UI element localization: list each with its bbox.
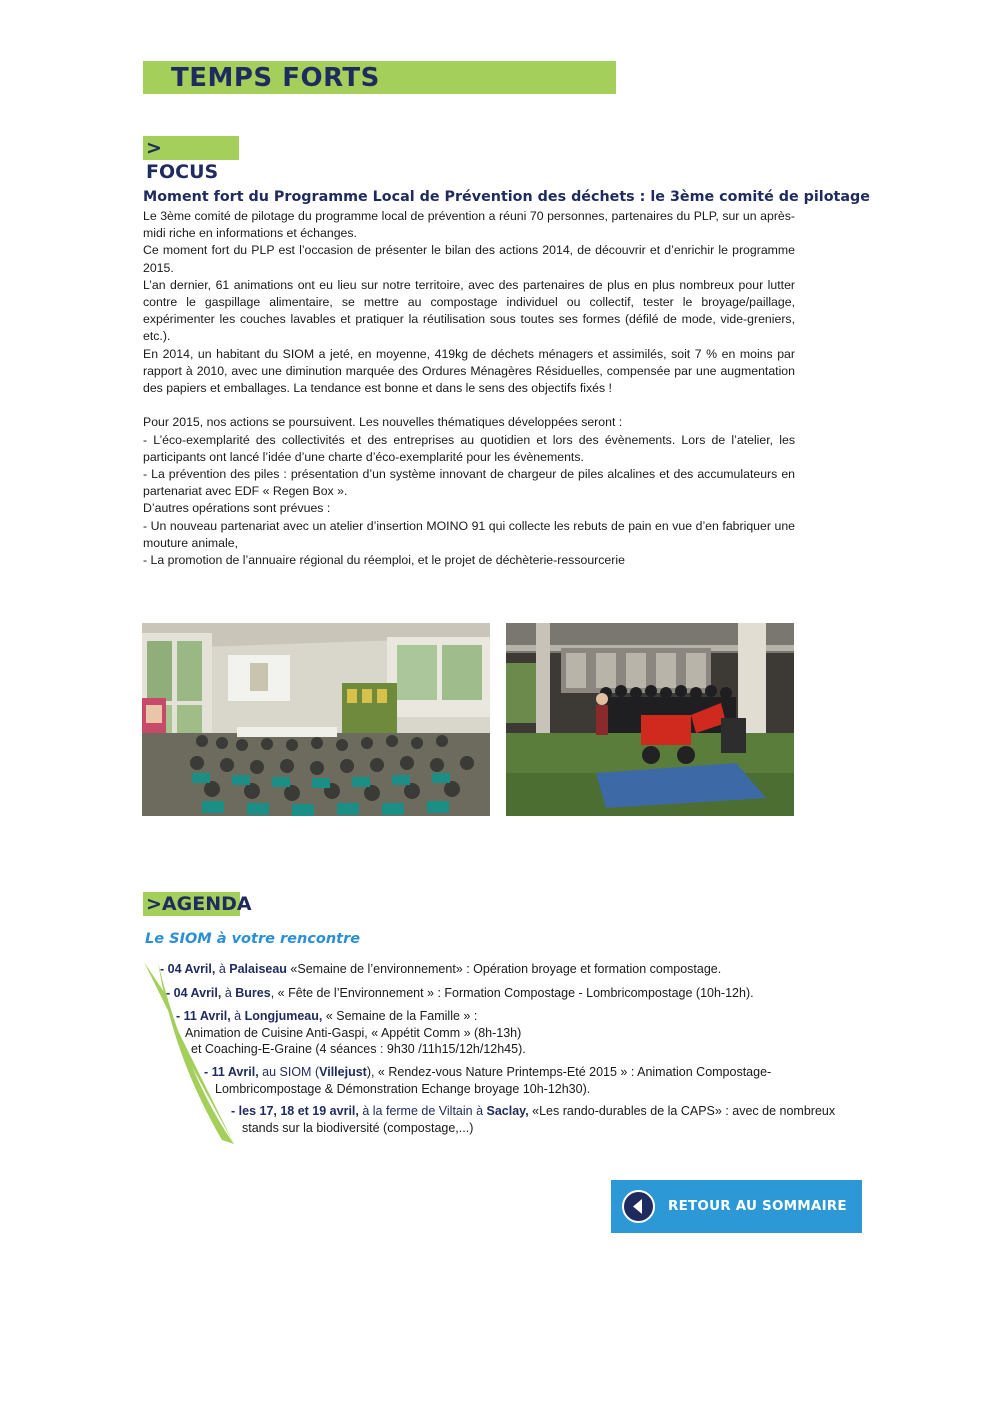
agenda-text-line3: et Coaching-E-Graine (4 séances : 9h30 /11h15/12h/12h45). <box>191 1042 526 1056</box>
agenda-section-tag: >AGENDA <box>143 892 240 916</box>
agenda-item <box>176 1008 526 1058</box>
agenda-item <box>231 1103 835 1136</box>
retour-sommaire-button[interactable] <box>611 1180 862 1233</box>
agenda-dash: - <box>176 1009 184 1023</box>
agenda-text-line2: stands sur la biodiversité (compostage,...) <box>242 1120 474 1135</box>
agenda-date: 11 Avril, <box>211 1065 259 1079</box>
focus-paragraph: Ce moment fort du PLP est l’occasion de présenter le bilan des actions 2014, de découvrir et d’enrichir le programme 2015. <box>143 243 795 275</box>
agenda-item <box>204 1064 771 1097</box>
back-arrow-icon <box>622 1190 655 1223</box>
agenda-subtitle: Le SIOM à votre rencontre <box>145 931 361 947</box>
agenda-text: « Semaine de la Famille » : <box>322 1009 478 1023</box>
agenda-text: , « Fête de l’Environnement » : Formation Compostage - Lombricompostage (10h-12h). <box>270 986 754 1000</box>
focus-body <box>143 208 795 569</box>
agenda-dash: - <box>204 1065 212 1079</box>
focus-heading: Moment fort du Programme Local de Prévention des déchets : le 3ème comité de pilotage <box>143 189 870 205</box>
focus-paragraph: - La promotion de l’annuaire régional du réemploi, et le projet de déchèterie-ressourcerie <box>143 553 625 568</box>
page-title: TEMPS FORTS <box>171 63 380 93</box>
agenda-dash: - <box>231 1104 239 1118</box>
agenda-text-line2: Animation de Cuisine Anti-Gaspi, « Appétit Comm » (8h-13h) <box>185 1025 522 1040</box>
agenda-date: les 17, 18 et 19 avril, <box>238 1104 359 1118</box>
agenda-place: Longjumeau, <box>244 1009 323 1023</box>
page-title-bar <box>143 61 616 94</box>
agenda-dash: - <box>166 986 174 1000</box>
meeting-room-photo <box>142 623 490 816</box>
agenda-dash: - <box>160 962 168 976</box>
agenda-place: Palaiseau <box>229 962 287 976</box>
agenda-item <box>160 961 721 978</box>
chipper-demo-photo <box>506 623 794 816</box>
retour-sommaire-label: RETOUR AU SOMMAIRE <box>668 1198 847 1214</box>
agenda-text: ), « Rendez-vous Nature Printemps-Eté 2015 » : Animation Compostage- <box>366 1065 772 1079</box>
agenda-text: «Semaine de l’environnement» : Opération broyage et formation compostage. <box>286 962 722 976</box>
back-arrow-glyph <box>624 1192 653 1221</box>
agenda-place: Saclay, <box>486 1104 529 1118</box>
focus-paragraph: - L’éco-exemplarité des collectivités et des entreprises au quotidien et lors des évènements. Lors de l’atelier, les participants ont lancé l’idée d’une charte d’éco-exemplarité pour les évènements. <box>143 432 795 464</box>
chipper-demo-illustration <box>506 623 794 816</box>
agenda-text-line2: Lombricompostage & Démonstration Echange broyage 10h-12h30). <box>215 1081 591 1096</box>
agenda-connector: à <box>221 986 236 1000</box>
agenda-connector: à <box>230 1009 245 1023</box>
focus-paragraph: D’autres opérations sont prévues : <box>143 501 331 516</box>
agenda-date: 04 Avril, <box>173 986 222 1000</box>
agenda-connector: à <box>215 962 230 976</box>
agenda-connector: au SIOM ( <box>258 1065 320 1079</box>
focus-paragraph: En 2014, un habitant du SIOM a jeté, en moyenne, 419kg de déchets ménagers et assimilés, soit 7 % en moins par rapport à 2010, avec une diminution marquée des Ordures Ménagères Résiduelles, compensée par une augmentation des papiers et emballages. La tendance est bonne et dans le sens des objectifs fixés ! <box>143 346 795 396</box>
agenda-text: «Les rando-durables de la CAPS» : avec de nombreux <box>528 1104 836 1118</box>
focus-paragraph: - Un nouveau partenariat avec un atelier d’insertion MOINO 91 qui collecte les rebuts de pain en vue d’en fabriquer une mouture animale, <box>143 518 795 550</box>
agenda-place: Bures <box>235 986 271 1000</box>
agenda-place: Villejust <box>319 1065 367 1079</box>
agenda-item <box>166 985 754 1002</box>
paragraph-spacer <box>143 397 795 414</box>
focus-paragraph: Le 3ème comité de pilotage du programme local de prévention a réuni 70 personnes, partenaires du PLP, sur un après-midi riche en informations et échanges. <box>143 209 795 241</box>
agenda-date: 04 Avril, <box>167 962 216 976</box>
focus-section-tag: > FOCUS <box>143 136 239 160</box>
meeting-room-illustration <box>142 623 490 816</box>
focus-paragraph: - La prévention des piles : présentation d’un système innovant de chargeur de piles alcalines et des accumulateurs en partenariat avec EDF « Regen Box ». <box>143 467 795 499</box>
focus-paragraph: Pour 2015, nos actions se poursuivent. Les nouvelles thématiques développées seront : <box>143 415 623 430</box>
agenda-date: 11 Avril, <box>183 1009 231 1023</box>
focus-paragraph: L’an dernier, 61 animations ont eu lieu sur notre territoire, avec des partenaires de plus en plus nombreux pour lutter contre le gaspillage alimentaire, se mettre au compostage individuel ou collectif, tester le broyage/paillage, expérimenter les couches lavables et pratiquer la réutilisation sous toutes ses formes (défilé de mode, vide-greniers, etc.). <box>143 277 795 344</box>
agenda-connector: à la ferme de Viltain à <box>358 1104 487 1118</box>
